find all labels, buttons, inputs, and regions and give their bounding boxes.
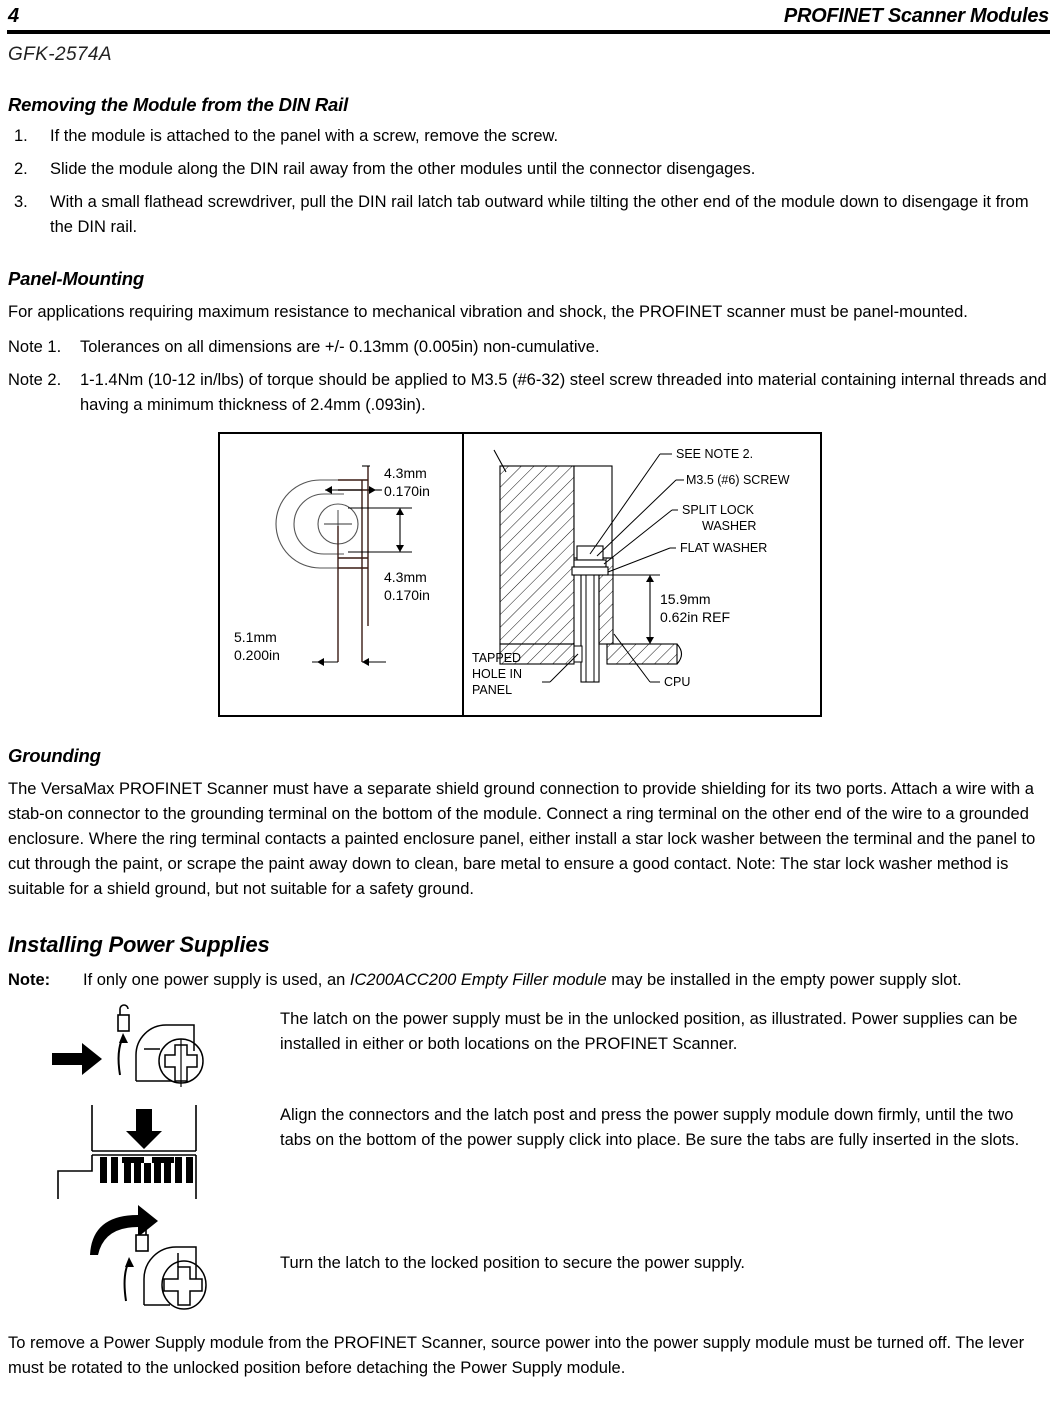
- note-1: [8, 335, 1049, 360]
- note-label: Note:: [8, 971, 51, 989]
- press-down-connector-illustration: [8, 1099, 280, 1199]
- note-1-label: Note 1.: [8, 338, 62, 356]
- note-text-module-name: IC200ACC200 Empty Filler module: [349, 971, 607, 989]
- note-2-label: Note 2.: [8, 371, 62, 389]
- callout-flat-washer: FLAT WASHER: [680, 541, 768, 555]
- step-number: 1.: [14, 127, 28, 145]
- latch-unlocked-illustration: [8, 1001, 280, 1093]
- connector-pins: [100, 1157, 193, 1183]
- down-arrow-icon: [126, 1109, 162, 1149]
- drawing-frame: [218, 432, 822, 717]
- note-2: [8, 368, 1049, 418]
- header-title: PROFINET Scanner Modules: [783, 5, 1049, 27]
- dim-label-mm: 4.3mm: [384, 465, 427, 481]
- dim-label-mm: 15.9mm: [660, 591, 711, 607]
- page-number: 4: [8, 5, 19, 27]
- dim-label-in: 0.200in: [234, 647, 280, 663]
- note-text: [83, 968, 1049, 993]
- keyhole-slot-svg: [220, 434, 460, 715]
- power-supply-removal-text: To remove a Power Supply module from the PROFINET Scanner, source power into the power supply module must be turned off. The lever must be rotated to the unlocked position before detaching the Power Supply module.: [8, 1334, 1025, 1377]
- note-text-before: If only one power supply is used, an: [83, 971, 350, 989]
- grounding-text: The VersaMax PROFINET Scanner must have a separate shield ground connection to provide shielding for its two ports. Attach a wire with a stab-on connector to the grounding terminal on the bottom of the module. Connect a ring terminal on the other end of the wire to a grounded enclosure. Where the ring terminal contacts a painted enclosure panel, either install a star lock washer between the terminal and the panel to cut through the paint, or scrape the paint away down to clean, bare metal to ensure a good contact. Note: The star lock washer method is suitable for a shield ground, but not suitable for a safety ground.: [8, 780, 1036, 898]
- dim-label-mm: 4.3mm: [384, 569, 427, 585]
- power-supply-note: [8, 968, 1049, 993]
- callout-tapped: TAPPED: [472, 651, 522, 665]
- step-text: If the module is attached to the panel with a screw, remove the screw.: [50, 127, 559, 145]
- power-supply-step-1: [8, 1001, 1049, 1093]
- callout-hole-in: HOLE IN: [472, 667, 523, 681]
- page-content: [0, 94, 1057, 1381]
- document-id: GFK-2574A: [8, 44, 112, 65]
- press-down-svg: [44, 1099, 244, 1199]
- callout-panel: PANEL: [472, 683, 513, 697]
- power-supply-step-2-text: Align the connectors and the latch post and press the power supply module down firmly, until the two tabs on the bottom of the power supply click into place. Be sure the tabs are fully inserted in the slots.: [280, 1106, 1020, 1149]
- callout-see-note-2: SEE NOTE 2.: [676, 447, 754, 461]
- power-supply-step-3: [8, 1205, 1049, 1313]
- callout-screw: M3.5 (#6) SCREW: [686, 473, 790, 487]
- dim-label-in: 0.170in: [384, 483, 430, 499]
- rotate-up-arrow-icon: [125, 1257, 134, 1301]
- heading-installing-power-supplies: Installing Power Supplies: [8, 932, 270, 957]
- list-item: [8, 124, 1049, 149]
- step-number: 2.: [14, 160, 28, 178]
- note-text-after: may be installed in the empty power supply slot.: [606, 971, 962, 989]
- rotate-up-arrow-icon: [119, 1033, 128, 1075]
- step-text: With a small flathead screwdriver, pull the DIN rail latch tab outward while tilting the other end of the module down to disengage it from the DIN rail.: [50, 193, 1029, 236]
- padlock-open-icon: [118, 1005, 129, 1031]
- latch-body-shape: [136, 1025, 203, 1083]
- dim-label-mm: 5.1mm: [234, 629, 277, 645]
- note-2-text: 1-1.4Nm (10-12 in/lbs) of torque should be applied to M3.5 (#6-32) steel screw threaded into material containing internal threads and having a minimum thickness of 2.4mm (.093in).: [80, 371, 1047, 414]
- list-item: [8, 157, 1049, 182]
- callout-split-lock: SPLIT LOCK: [682, 503, 755, 517]
- removing-steps-list: [8, 124, 1049, 240]
- step-number: 3.: [14, 193, 28, 211]
- latch-unlocked-svg: [44, 1001, 244, 1093]
- step-text: Slide the module along the DIN rail away from the other modules until the connector disengages.: [50, 160, 756, 178]
- page-header: [0, 0, 1057, 30]
- power-supply-step-2: [8, 1099, 1049, 1199]
- power-supply-step-1-text: The latch on the power supply must be in the unlocked position, as illustrated. Power supplies can be installed in either or both locations on the PROFINET Scanner.: [280, 1010, 1018, 1053]
- dim-label-in: 0.62in REF: [660, 609, 731, 625]
- heading-grounding: Grounding: [8, 745, 101, 766]
- panel-mounting-intro: For applications requiring maximum resistance to mechanical vibration and shock, the PROFINET scanner must be panel-mounted.: [8, 303, 968, 321]
- heading-removing-module: Removing the Module from the DIN Rail: [8, 94, 349, 115]
- heading-panel-mounting: Panel-Mounting: [8, 268, 144, 289]
- dim-label-in: 0.170in: [384, 587, 430, 603]
- latch-locked-svg: [44, 1205, 244, 1313]
- panel-mounting-figure: [8, 432, 1049, 717]
- keyhole-slot-dimension-view: [220, 434, 464, 715]
- callout-cpu: CPU: [664, 675, 691, 689]
- latch-locked-illustration: [8, 1205, 280, 1313]
- right-arrow-icon: [52, 1043, 102, 1075]
- cross-section-svg: [464, 434, 822, 715]
- callout-washer: WASHER: [702, 519, 757, 533]
- note-1-text: Tolerances on all dimensions are +/- 0.13mm (0.005in) non-cumulative.: [80, 338, 600, 356]
- panel-mount-cross-section-view: [464, 434, 822, 715]
- power-supply-step-3-text: Turn the latch to the locked position to secure the power supply.: [280, 1254, 746, 1272]
- list-item: [8, 190, 1049, 240]
- latch-body-shape: [144, 1247, 206, 1309]
